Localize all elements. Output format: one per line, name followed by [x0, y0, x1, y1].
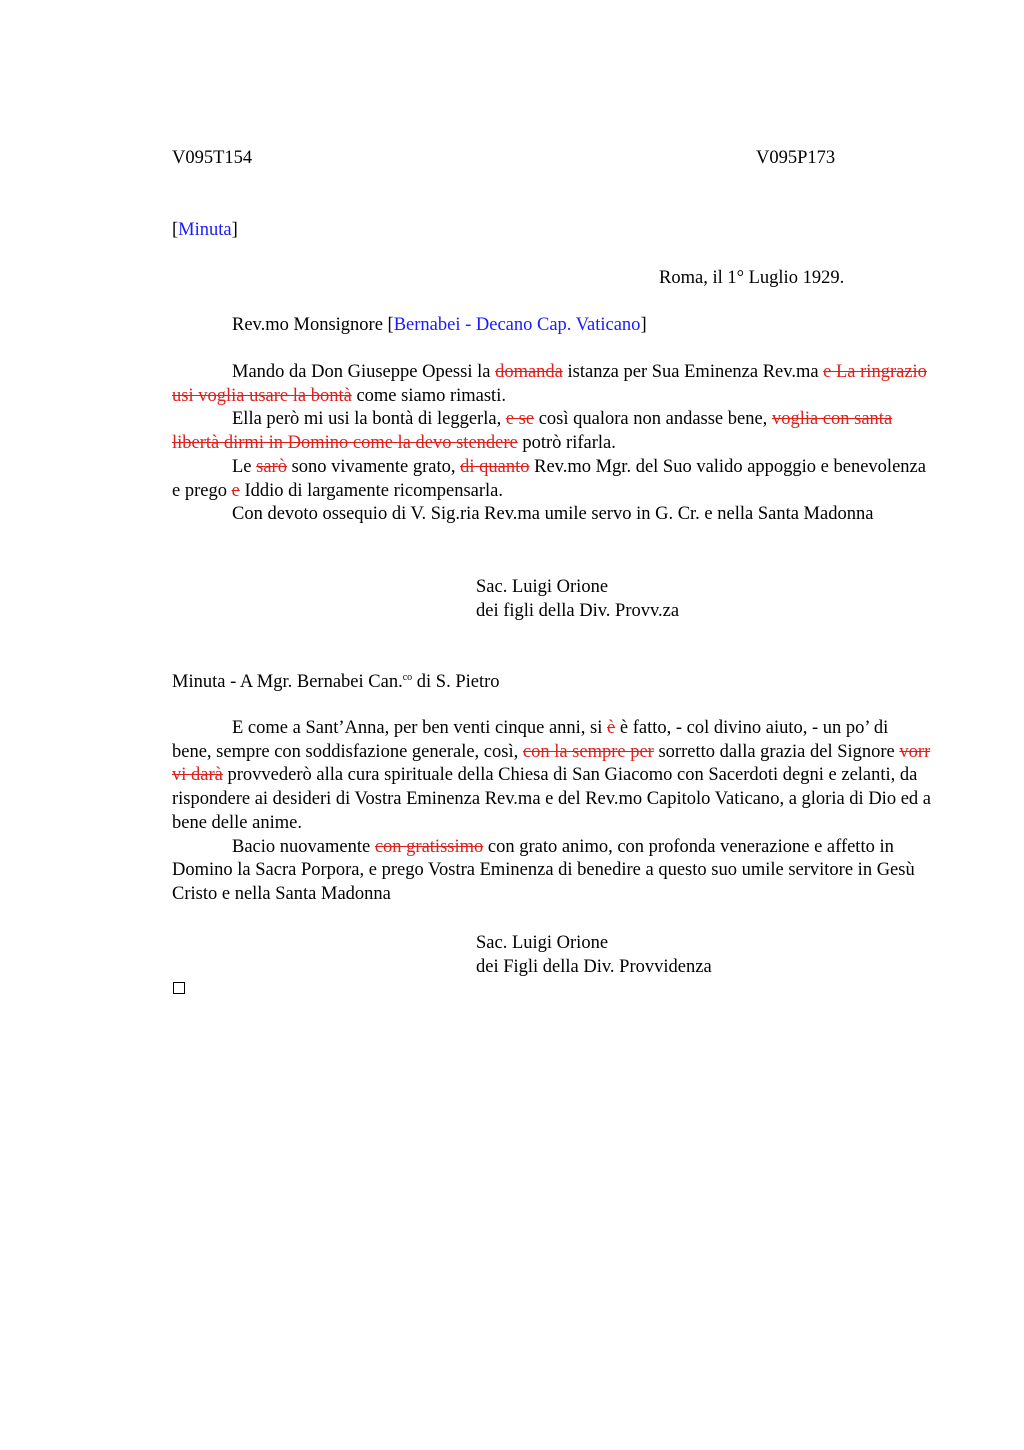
salutation-text: Rev.mo Monsignore [ — [232, 315, 394, 335]
text-run: E come a Sant’Anna, per ben venti cinque anni, si — [232, 718, 608, 738]
text-run: così qualora non andasse bene, — [534, 409, 772, 430]
bracket-open: [ — [172, 220, 179, 240]
signature2-title: dei Figli della Div. Provvidenza — [476, 957, 712, 977]
text-run: di S. Pietro — [412, 672, 500, 692]
deleted-text: domanda — [495, 362, 563, 382]
salutation-recipient: Bernabei - Decano Cap. Vaticano — [393, 315, 641, 335]
letter1-paragraph-1 — [172, 361, 932, 408]
text-run: come siamo rimasti. — [351, 385, 506, 406]
text-run: Mando da Don Giuseppe Opessi la — [232, 362, 496, 382]
signature1-title: dei figli della Div. Provv.za — [476, 601, 680, 621]
deleted-text: e se — [505, 409, 535, 430]
signature2-name: Sac. Luigi Orione — [476, 933, 609, 953]
deleted-text: e La ringrazio usi voglia usare la bontà — [172, 362, 927, 406]
bracket-close: ] — [231, 220, 238, 240]
text-run: Rev.mo Mgr. del Suo valido appoggio e benevolenza e prego — [172, 456, 926, 501]
letter2-body — [172, 717, 932, 907]
letter1-paragraph-2 — [172, 408, 932, 455]
text-run: provvederò alla cura spirituale della Chiesa di San Giacomo con Sacerdoti degni e zelanti, da rispondere ai desideri di Vostra Eminenza Rev.ma e del Rev.mo Capitolo Vaticano, a gloria di Dio ed a bene delle anime. — [172, 765, 931, 833]
deleted-text: con gratissimo — [374, 836, 484, 857]
letter2-paragraph-1 — [172, 717, 932, 836]
letter1-paragraph-4: Con devoto ossequio di V. Sig.ria Rev.ma umile servo in G. Cr. e nella Santa Madonna — [232, 504, 874, 525]
deleted-text: vorr vi darà — [172, 741, 931, 786]
salutation-close: ] — [640, 315, 647, 335]
text-run: Le — [232, 456, 257, 477]
salutation — [232, 313, 647, 337]
header-right-code: V095P173 — [756, 148, 836, 168]
letter1-body — [172, 361, 932, 527]
text-run: Iddio di largamente ricompensarla. — [239, 480, 504, 501]
deleted-text: voglia con santa libertà dirmi in Domino come la devo stendere — [172, 409, 893, 454]
minuta-tag — [172, 218, 238, 242]
deleted-text: sarò — [256, 456, 287, 477]
text-run: Ella però mi usi la bontà di leggerla, — [232, 409, 506, 430]
end-square-icon — [173, 982, 185, 994]
text-run: sorretto dalla grazia del Signore — [653, 741, 900, 762]
text-run: Minuta - A Mgr. Bernabei Can. — [172, 672, 403, 692]
superscript: co — [402, 672, 413, 683]
minuta-heading — [172, 670, 500, 694]
letter2-paragraph-2 — [172, 836, 932, 907]
text-run: Bacio nuovamente — [232, 836, 375, 857]
header-left-code: V095T154 — [172, 148, 253, 168]
deleted-text: con la sempre per — [522, 741, 654, 762]
letter1-paragraph-3 — [172, 456, 932, 503]
text-run: sono vivamente grato, — [286, 456, 461, 477]
date-line: Roma, il 1° Luglio 1929. — [659, 268, 845, 288]
deleted-text: è — [607, 718, 616, 738]
text-run: con grato animo, con profonda venerazione e affetto in Domino la Sacra Porpora, e prego Vostra Eminenza di benedire a questo suo umile servitore in Gesù Cristo e nella Santa Madonna — [172, 836, 915, 904]
minuta-label: Minuta — [178, 220, 232, 240]
deleted-text: e — [231, 480, 240, 501]
text-run: istanza per Sua Eminenza Rev.ma — [562, 362, 824, 382]
text-run: potrò rifarla. — [517, 433, 616, 454]
deleted-text: di quanto — [460, 456, 530, 477]
signature1-name: Sac. Luigi Orione — [476, 577, 609, 597]
text-run: è fatto, - col divino aiuto, - un po’ di bene, sempre con soddisfazione generale, così, — [172, 718, 889, 762]
